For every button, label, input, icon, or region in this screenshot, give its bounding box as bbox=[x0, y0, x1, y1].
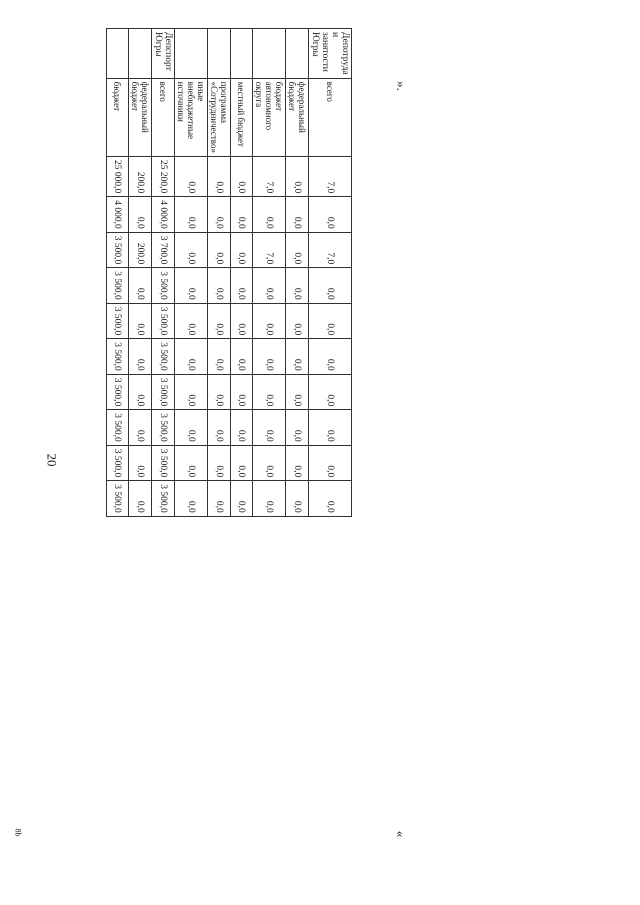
table-row bbox=[107, 29, 129, 517]
value-cell: 200,0 bbox=[129, 232, 152, 268]
department-cell bbox=[129, 29, 152, 79]
value-cell: 0,0 bbox=[208, 374, 231, 410]
value-cell: 7,0 bbox=[309, 156, 352, 196]
value-cell: 0,0 bbox=[309, 339, 352, 375]
value-cell: 0,0 bbox=[253, 339, 286, 375]
department-cell bbox=[253, 29, 286, 79]
value-cell: 0,0 bbox=[175, 197, 208, 233]
value-cell: 0,0 bbox=[175, 303, 208, 339]
value-cell: 25 200,0 bbox=[152, 156, 175, 196]
value-cell: 0,0 bbox=[286, 445, 309, 481]
value-cell: 0,0 bbox=[309, 481, 352, 517]
value-cell: 0,0 bbox=[309, 303, 352, 339]
value-cell: 0,0 bbox=[286, 481, 309, 517]
value-cell: 0,0 bbox=[208, 481, 231, 517]
value-cell: 0,0 bbox=[286, 410, 309, 446]
value-cell: 3 500,0 bbox=[107, 232, 129, 268]
value-cell: 0,0 bbox=[309, 268, 352, 304]
department-cell: Депспорт Югры bbox=[152, 29, 175, 79]
funding-source-cell: федеральный бюджет bbox=[129, 78, 152, 156]
value-cell: 0,0 bbox=[175, 232, 208, 268]
value-cell: 3 500,0 bbox=[107, 303, 129, 339]
value-cell: 3 500,0 bbox=[152, 410, 175, 446]
value-cell: 0,0 bbox=[231, 156, 253, 196]
department-cell bbox=[286, 29, 309, 79]
table-row bbox=[152, 29, 175, 517]
value-cell: 0,0 bbox=[286, 156, 309, 196]
value-cell: 0,0 bbox=[309, 410, 352, 446]
value-cell: 0,0 bbox=[253, 268, 286, 304]
value-cell: 0,0 bbox=[208, 303, 231, 339]
department-cell bbox=[107, 29, 129, 79]
value-cell: 7,0 bbox=[309, 232, 352, 268]
table-row bbox=[129, 29, 152, 517]
value-cell: 0,0 bbox=[208, 232, 231, 268]
value-cell: 3 500,0 bbox=[152, 303, 175, 339]
value-cell: 0,0 bbox=[129, 481, 152, 517]
value-cell: 3 700,0 bbox=[152, 232, 175, 268]
value-cell: 3 500,0 bbox=[152, 481, 175, 517]
value-cell: 0,0 bbox=[175, 268, 208, 304]
value-cell: 0,0 bbox=[286, 232, 309, 268]
funding-source-cell: всего bbox=[309, 78, 352, 156]
table-row bbox=[208, 29, 231, 517]
value-cell: 0,0 bbox=[309, 197, 352, 233]
value-cell: 0,0 bbox=[208, 197, 231, 233]
bottom_table-grid bbox=[106, 28, 352, 517]
value-cell: 0,0 bbox=[175, 374, 208, 410]
value-cell: 0,0 bbox=[175, 481, 208, 517]
table-row bbox=[309, 29, 352, 517]
page-stamp: 8b bbox=[13, 828, 23, 837]
department-cell bbox=[175, 29, 208, 79]
page-number: 20 bbox=[44, 453, 60, 467]
value-cell: 0,0 bbox=[253, 445, 286, 481]
value-cell: 3 500,0 bbox=[152, 268, 175, 304]
value-cell: 0,0 bbox=[253, 410, 286, 446]
department-cell bbox=[208, 29, 231, 79]
funding-source-cell: программа «Сотрудничество» bbox=[208, 78, 231, 156]
value-cell: 0,0 bbox=[231, 268, 253, 304]
value-cell: 3 500,0 bbox=[107, 374, 129, 410]
funding-source-cell: бюджет bbox=[107, 78, 129, 156]
value-cell: 0,0 bbox=[231, 197, 253, 233]
value-cell: 3 500,0 bbox=[107, 445, 129, 481]
value-cell: 0,0 bbox=[175, 156, 208, 196]
value-cell: 3 500,0 bbox=[107, 339, 129, 375]
funding-source-cell: местный бюджет bbox=[231, 78, 253, 156]
value-cell: 0,0 bbox=[175, 410, 208, 446]
funding-source-cell: федеральный бюджет bbox=[286, 78, 309, 156]
department-cell: Депотруда и занятости Югры bbox=[309, 29, 352, 79]
value-cell: 0,0 bbox=[208, 410, 231, 446]
value-cell: 3 500,0 bbox=[107, 481, 129, 517]
value-cell: 3 500,0 bbox=[152, 374, 175, 410]
value-cell: 7,0 bbox=[253, 156, 286, 196]
value-cell: 0,0 bbox=[286, 268, 309, 304]
table-row bbox=[286, 29, 309, 517]
value-cell: 0,0 bbox=[253, 303, 286, 339]
value-cell: 0,0 bbox=[231, 232, 253, 268]
value-cell: 0,0 bbox=[129, 339, 152, 375]
value-cell: 4 000,0 bbox=[107, 197, 129, 233]
value-cell: 0,0 bbox=[309, 445, 352, 481]
value-cell: 0,0 bbox=[286, 339, 309, 375]
value-cell: 3 500,0 bbox=[152, 445, 175, 481]
value-cell: 0,0 bbox=[231, 445, 253, 481]
closing-quote: ». bbox=[393, 81, 409, 91]
value-cell: 4 000,0 bbox=[152, 197, 175, 233]
value-cell: 3 500,0 bbox=[107, 410, 129, 446]
value-cell: 0,0 bbox=[129, 303, 152, 339]
value-cell: 0,0 bbox=[129, 445, 152, 481]
table-row bbox=[231, 29, 253, 517]
funding-source-cell: всего bbox=[152, 78, 175, 156]
value-cell: 0,0 bbox=[175, 339, 208, 375]
value-cell: 0,0 bbox=[231, 481, 253, 517]
value-cell: 200,0 bbox=[129, 156, 152, 196]
value-cell: 3 500,0 bbox=[107, 268, 129, 304]
value-cell: 0,0 bbox=[286, 374, 309, 410]
opening-quote: « bbox=[393, 830, 409, 838]
value-cell: 0,0 bbox=[309, 374, 352, 410]
value-cell: 0,0 bbox=[129, 197, 152, 233]
value-cell: 0,0 bbox=[231, 303, 253, 339]
value-cell: 0,0 bbox=[231, 410, 253, 446]
value-cell: 0,0 bbox=[129, 410, 152, 446]
value-cell: 0,0 bbox=[253, 374, 286, 410]
value-cell: 7,0 bbox=[253, 232, 286, 268]
value-cell: 3 500,0 bbox=[152, 339, 175, 375]
value-cell: 0,0 bbox=[231, 374, 253, 410]
value-cell: 0,0 bbox=[253, 481, 286, 517]
bottom-budget-table bbox=[112, 28, 640, 868]
value-cell: 0,0 bbox=[253, 197, 286, 233]
value-cell: 0,0 bbox=[175, 445, 208, 481]
value-cell: 0,0 bbox=[286, 303, 309, 339]
value-cell: 0,0 bbox=[231, 339, 253, 375]
value-cell: 25 000,0 bbox=[107, 156, 129, 196]
table-row bbox=[253, 29, 286, 517]
value-cell: 0,0 bbox=[129, 374, 152, 410]
value-cell: 0,0 bbox=[208, 445, 231, 481]
value-cell: 0,0 bbox=[286, 197, 309, 233]
funding-source-cell: иные внебюджетные источники bbox=[175, 78, 208, 156]
value-cell: 0,0 bbox=[129, 268, 152, 304]
value-cell: 0,0 bbox=[208, 268, 231, 304]
value-cell: 0,0 bbox=[208, 339, 231, 375]
funding-source-cell: бюджет автономного округа bbox=[253, 78, 286, 156]
department-cell bbox=[231, 29, 253, 79]
value-cell: 0,0 bbox=[208, 156, 231, 196]
table-row bbox=[175, 29, 208, 517]
